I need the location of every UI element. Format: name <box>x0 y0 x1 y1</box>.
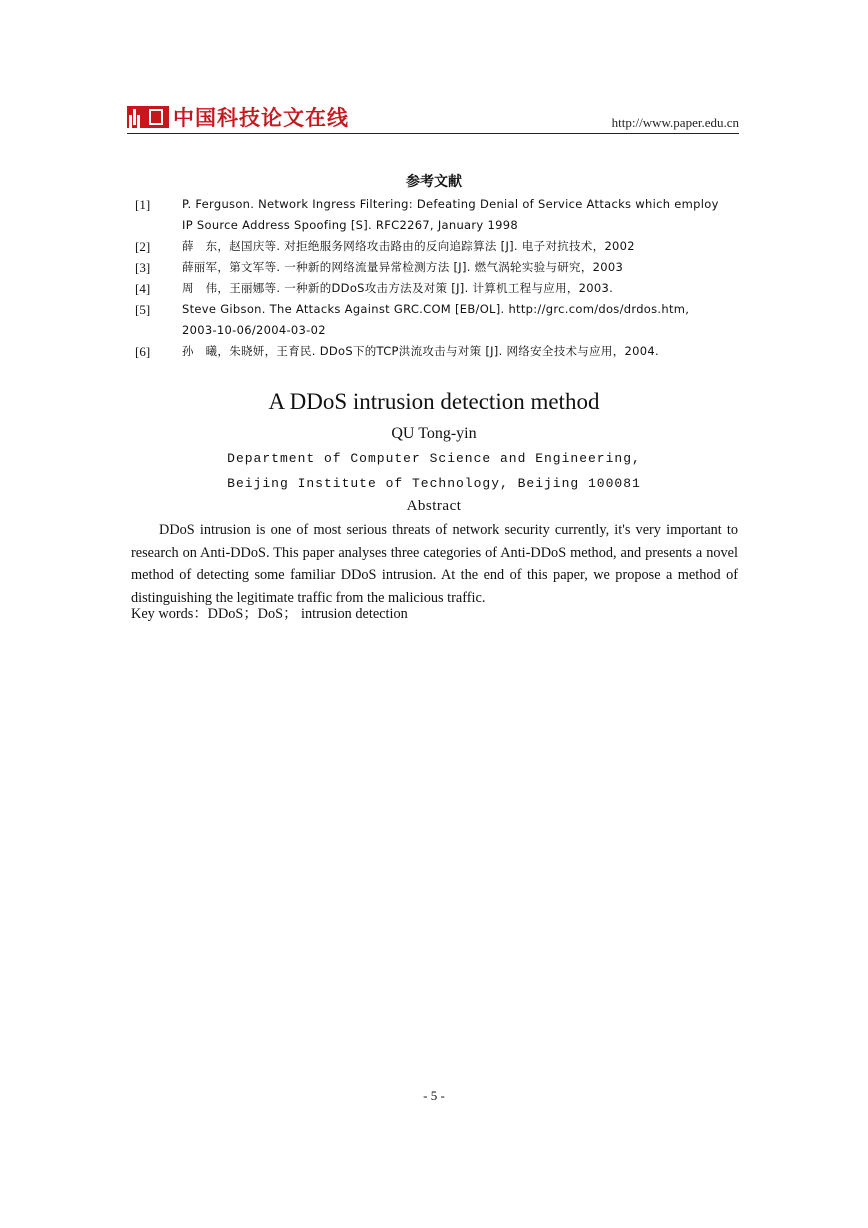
reference-text-continued: 2003-10-06/2004-03-02 <box>182 323 326 337</box>
reference-number: [5] <box>135 302 151 317</box>
reference-list <box>135 194 745 362</box>
logo-emblem-icon <box>127 106 169 128</box>
reference-text: 孙 曦，朱晓妍，王育民. DDoS下的TCP洪流攻击与对策 [J]. 网络安全技术与应用，2004. <box>182 344 659 358</box>
reference-number: [1] <box>135 197 151 212</box>
reference-item <box>135 257 745 278</box>
reference-text-continued: IP Source Address Spoofing [S]. RFC2267, January 1998 <box>182 218 518 232</box>
author-affiliation-line2: Beijing Institute of Technology, Beijing 100081 <box>227 476 641 491</box>
page-header <box>127 103 739 134</box>
paper-author: QU Tong-yin <box>391 425 477 442</box>
references-title: 参考文献 <box>406 174 462 190</box>
site-logo <box>127 105 349 129</box>
abstract-heading: Abstract <box>406 498 462 514</box>
reference-text: 周 伟，王丽娜等. 一种新的DDoS攻击方法及对策 [J]. 计算机工程与应用，2003. <box>182 281 614 295</box>
abstract-text: DDoS intrusion is one of most serious threats of network security currently, it's very important to research on Anti-DDoS. This paper analyses three categories of Anti-DDoS method, and presents a novel method of detecting some familiar DDoS intrusion. At the end of this paper, we propose a method of distinguishing the legitimate traffic from the malicious traffic. <box>131 522 738 606</box>
reference-item <box>135 278 745 299</box>
reference-text: P. Ferguson. Network Ingress Filtering: Defeating Denial of Service Attacks which employ <box>182 197 719 211</box>
reference-number: [4] <box>135 281 151 296</box>
reference-item <box>135 341 745 362</box>
reference-item <box>135 236 745 257</box>
reference-item <box>135 194 745 236</box>
reference-item <box>135 299 745 341</box>
header-url: http://www.paper.edu.cn <box>611 115 739 130</box>
reference-number: [2] <box>135 239 151 254</box>
author-affiliation-line1: Department of Computer Science and Engineering, <box>227 451 641 466</box>
keywords: Key words：DDoS；DoS； intrusion detection <box>131 606 408 622</box>
reference-text: 薛 东，赵国庆等. 对拒绝服务网络攻击路由的反向追踪算法 [J]. 电子对抗技术，2002 <box>182 239 635 253</box>
logo-text: 中国科技论文在线 <box>173 106 349 130</box>
reference-text: 薛丽军，第文军等. 一种新的网络流量异常检测方法 [J]. 燃气涡轮实验与研究，2003 <box>182 260 624 274</box>
reference-number: [6] <box>135 344 151 359</box>
reference-number: [3] <box>135 260 151 275</box>
page-number: - 5 - <box>423 1088 445 1103</box>
paper-title: A DDoS intrusion detection method <box>268 389 600 414</box>
reference-text: Steve Gibson. The Attacks Against GRC.COM [EB/OL]. http://grc.com/dos/drdos.htm, <box>182 302 690 316</box>
